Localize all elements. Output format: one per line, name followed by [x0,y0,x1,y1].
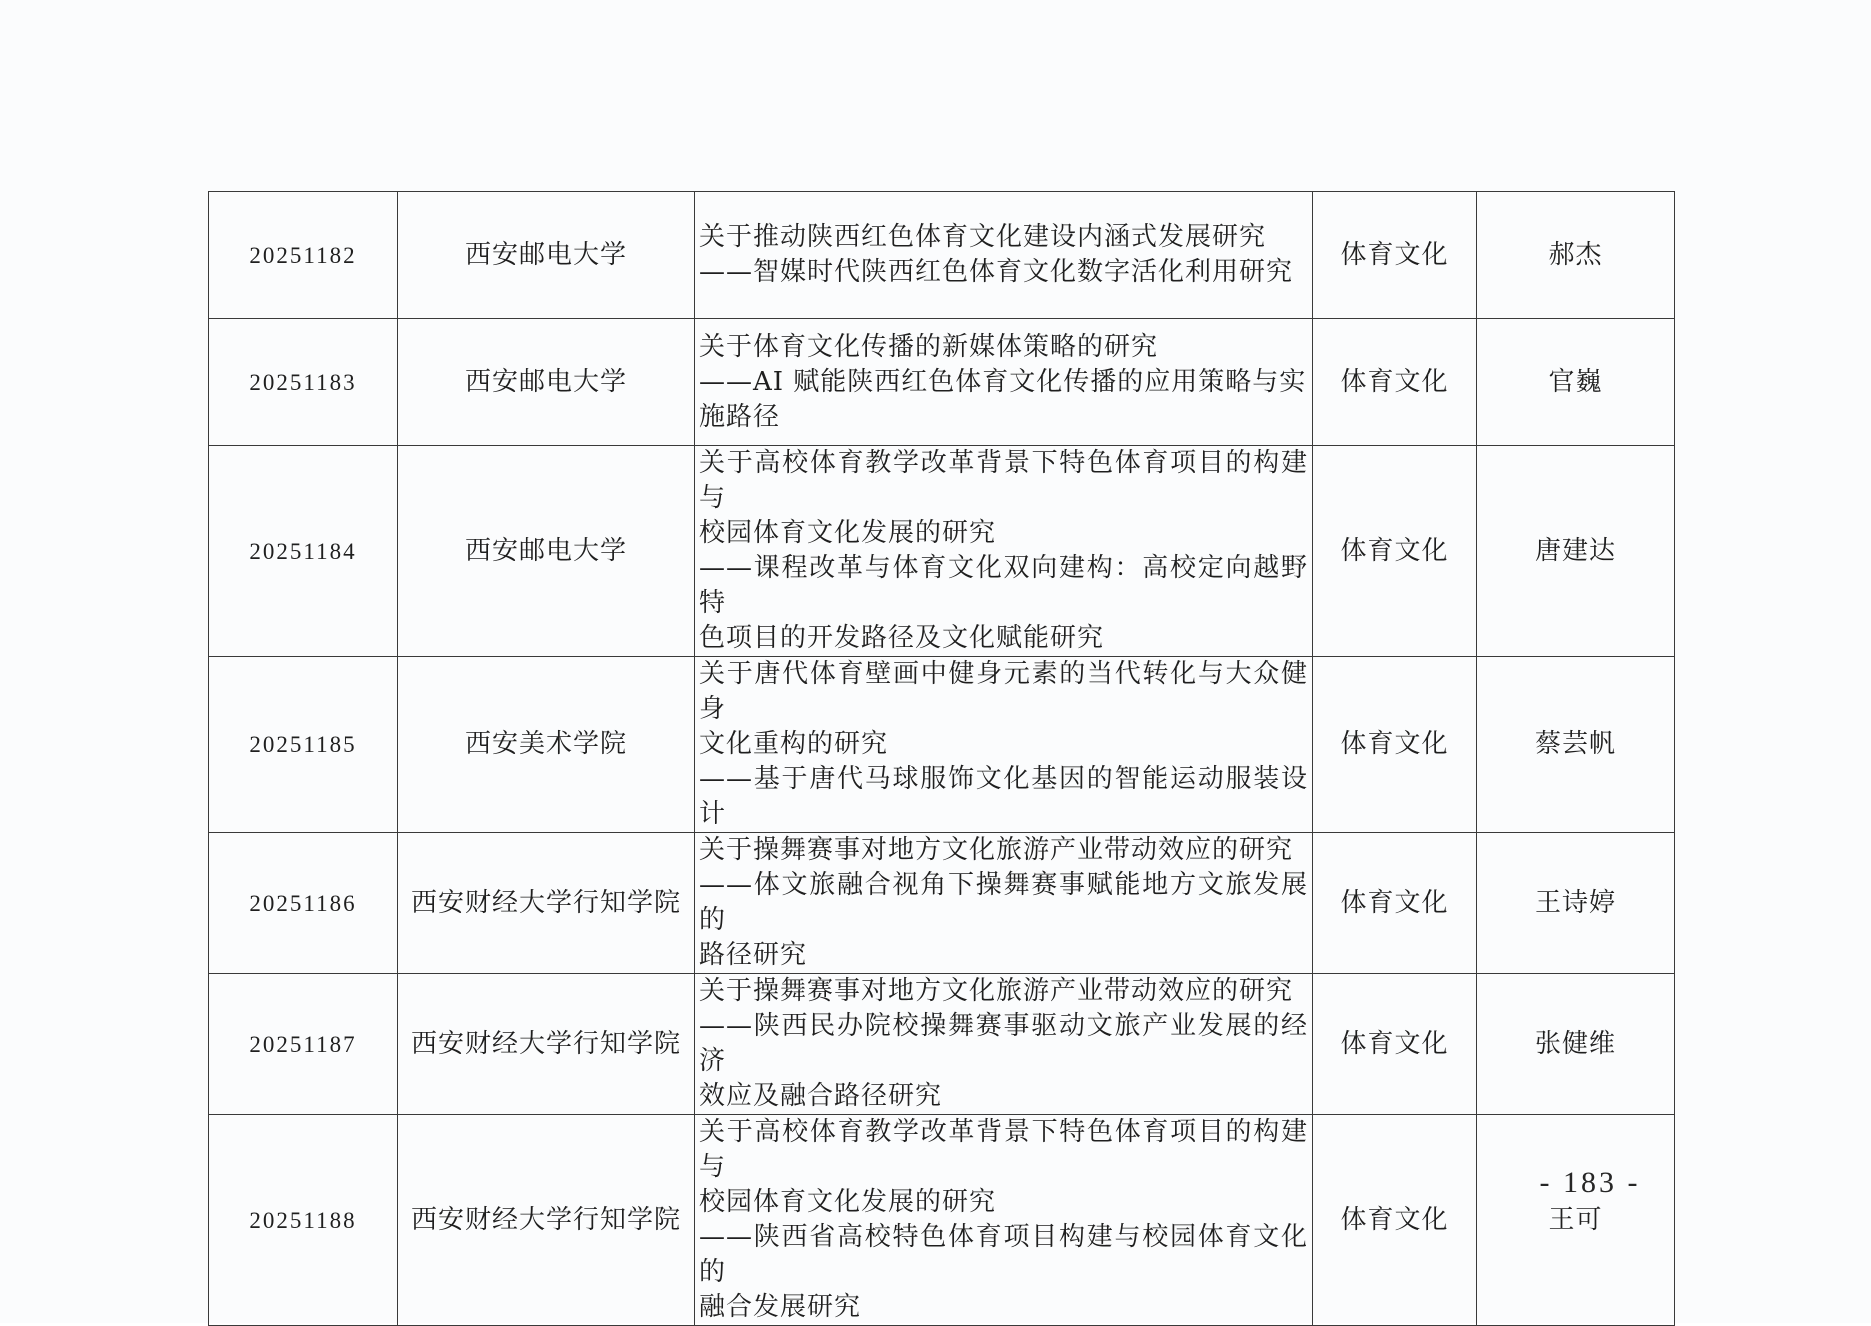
project-table [208,191,1675,1326]
unit-cell: 西安财经大学行知学院 [398,974,695,1115]
title-line: ——课程改革与体育文化双向建构：高校定向越野特 [699,553,1308,618]
title-line: ——智媒时代陕西红色体育文化数字活化利用研究 [699,257,1294,287]
title-line: 校园体育文化发展的研究 [699,518,997,548]
title-cell [695,657,1313,833]
table-row [209,833,1675,974]
person-name-cell: 张健维 [1477,974,1675,1115]
unit-cell: 西安邮电大学 [398,446,695,657]
title-line: 关于体育文化传播的新媒体策略的研究 [699,331,1159,362]
unit-cell: 西安邮电大学 [398,319,695,446]
table-row [209,319,1675,446]
title-line: ——陕西省高校特色体育项目构建与校园体育文化的 [699,1222,1308,1287]
person-name-cell: 王诗婷 [1477,833,1675,974]
category-cell: 体育文化 [1313,446,1477,657]
person-name-cell: 蔡芸帆 [1477,657,1675,833]
table-row [209,657,1675,833]
category-cell: 体育文化 [1313,192,1477,319]
table-row [209,446,1675,657]
title-cell [695,833,1313,974]
project-id-cell: 20251185 [209,657,398,833]
title-cell [695,974,1313,1115]
title-cell [695,319,1313,446]
unit-cell: 西安财经大学行知学院 [398,833,695,974]
person-name-cell: 王可 [1477,1115,1675,1326]
table-row [209,1115,1675,1326]
category-cell: 体育文化 [1313,319,1477,446]
category-cell: 体育文化 [1313,1115,1477,1326]
person-name-cell: 官巍 [1477,319,1675,446]
table-row [209,192,1675,319]
title-line: ——陕西民办院校操舞赛事驱动文旅产业发展的经济 [699,1011,1308,1076]
title-line: 关于高校体育教学改革背景下特色体育项目的构建与 [699,448,1308,513]
title-line: 色项目的开发路径及文化赋能研究 [699,623,1105,653]
unit-cell: 西安邮电大学 [398,192,695,319]
category-cell: 体育文化 [1313,974,1477,1115]
title-line: 关于操舞赛事对地方文化旅游产业带动效应的研究 [699,835,1294,865]
category-cell: 体育文化 [1313,833,1477,974]
title-line: 关于操舞赛事对地方文化旅游产业带动效应的研究 [699,976,1294,1006]
title-line: 校园体育文化发展的研究 [699,1187,997,1217]
title-line: ——体文旅融合视角下操舞赛事赋能地方文旅发展的 [699,870,1308,935]
project-id-cell: 20251187 [209,974,398,1115]
page-number: - 183 - [1539,1166,1641,1199]
title-line: ——基于唐代马球服饰文化基因的智能运动服装设计 [699,764,1308,829]
project-id-cell: 20251188 [209,1115,398,1326]
project-table-container [208,191,1674,1326]
unit-cell: 西安财经大学行知学院 [398,1115,695,1326]
category-cell: 体育文化 [1313,657,1477,833]
project-id-cell: 20251182 [209,192,398,319]
title-line: ——AI 赋能陕西红色体育文化传播的应用策略与实 [699,366,1307,397]
title-cell [695,1115,1313,1326]
title-line: 关于推动陕西红色体育文化建设内涵式发展研究 [699,222,1267,252]
title-line: 融合发展研究 [699,1292,862,1322]
title-line: 路径研究 [699,940,808,970]
project-table-body [209,192,1675,1326]
person-name-cell: 郝杰 [1477,192,1675,319]
table-row [209,974,1675,1115]
project-id-cell: 20251184 [209,446,398,657]
title-cell [695,446,1313,657]
unit-cell: 西安美术学院 [398,657,695,833]
title-cell [695,192,1313,319]
project-id-cell: 20251186 [209,833,398,974]
title-line: 关于唐代体育壁画中健身元素的当代转化与大众健身 [699,659,1308,724]
title-line: 关于高校体育教学改革背景下特色体育项目的构建与 [699,1117,1308,1182]
title-line: 文化重构的研究 [699,729,889,759]
title-line: 施路径 [699,401,781,432]
title-line: 效应及融合路径研究 [699,1081,943,1111]
project-id-cell: 20251183 [209,319,398,446]
person-name-cell: 唐建达 [1477,446,1675,657]
